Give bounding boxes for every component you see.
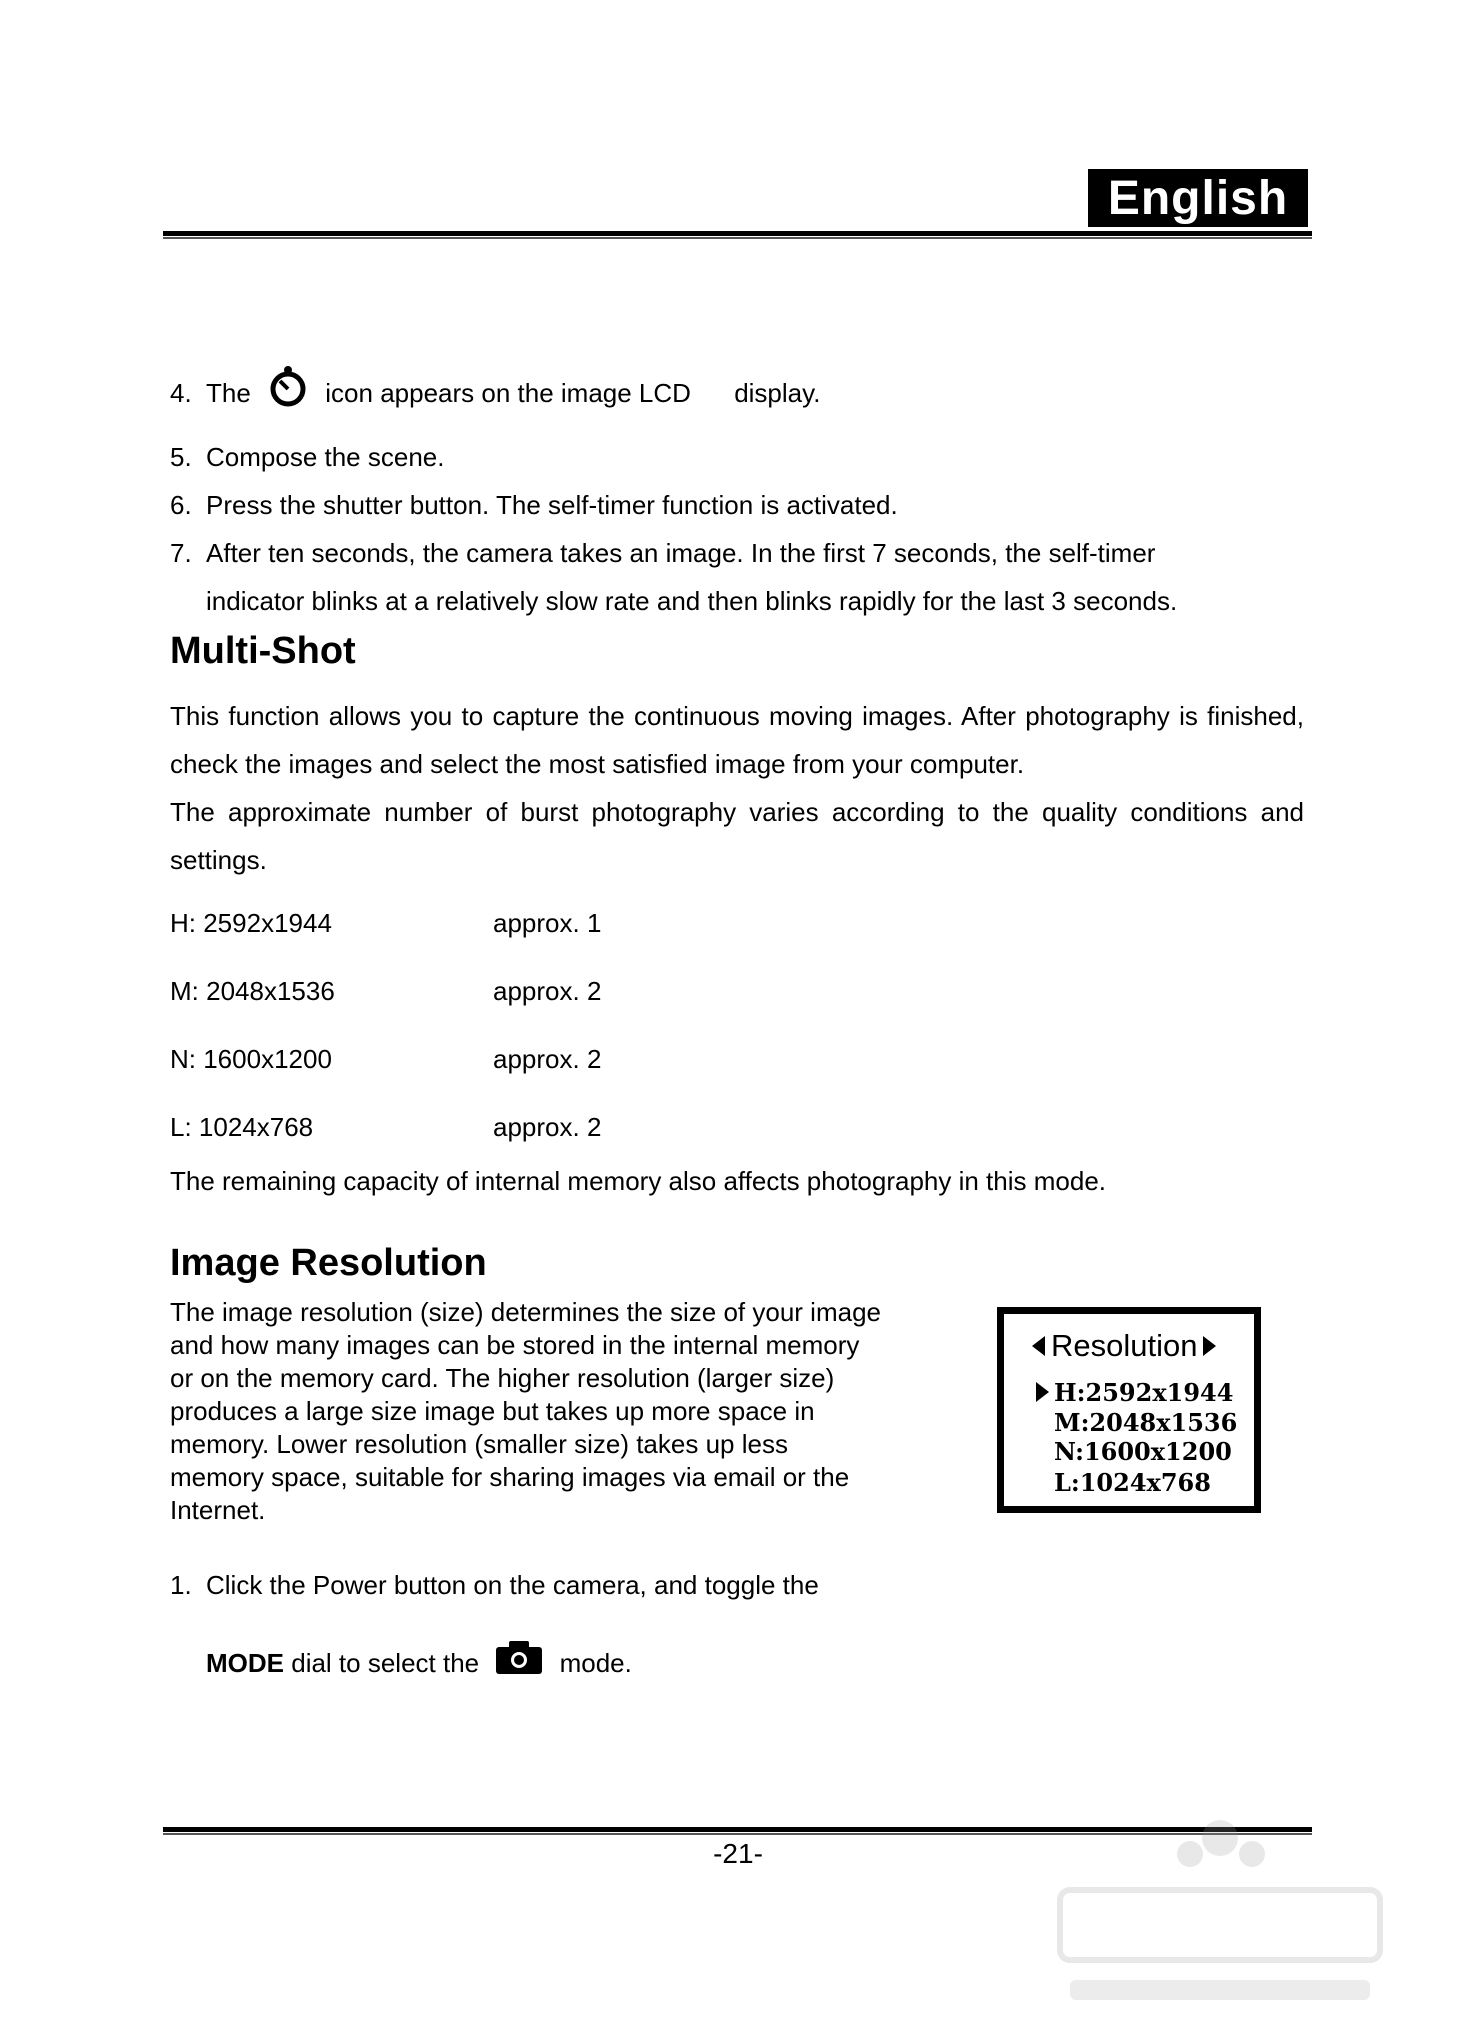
resolution-step-1-continued: MODE dial to select the mode. — [206, 1648, 632, 1678]
lcd-item-n: N:1600x1200 — [1054, 1437, 1232, 1466]
mode-label: MODE — [206, 1648, 284, 1678]
multishot-note: The remaining capacity of internal memory also affects photography in this mode. — [170, 1166, 1106, 1196]
multishot-para-2: The approximate number of burst photography varies according to the quality conditions and settings. — [170, 797, 1304, 875]
res-h-label: H: 2592x1944 — [170, 908, 332, 938]
multishot-description — [170, 692, 1304, 884]
step-6: 6. Press the shutter button. The self-timer function is activated. — [170, 490, 898, 520]
resolution-step-1: 1. Click the Power button on the camera, and toggle the — [170, 1570, 819, 1600]
multishot-para-1: This function allows you to capture the continuous moving images. After photography is finished, check the images and select the most satisfied image from your computer. — [170, 701, 1304, 779]
language-badge: English — [1088, 169, 1308, 227]
header-rule-shadow — [163, 237, 1312, 239]
self-timer-icon — [266, 365, 310, 409]
res-l-count: approx. 2 — [493, 1112, 602, 1142]
res-n-count: approx. 2 — [493, 1044, 602, 1074]
lcd-resolution-menu — [997, 1307, 1261, 1513]
lcd-item-h: H:2592x1944 — [1054, 1378, 1234, 1407]
res-h-count: approx. 1 — [493, 908, 602, 938]
res-m-count: approx. 2 — [493, 976, 602, 1006]
left-arrow-icon — [1032, 1336, 1045, 1356]
lcd-item-l: L:1024x768 — [1054, 1468, 1211, 1497]
baidu-watermark-logo — [1040, 1810, 1400, 2025]
res-n-label: N: 1600x1200 — [170, 1044, 332, 1074]
step-5: 5. Compose the scene. — [170, 442, 445, 472]
right-arrow-icon — [1203, 1336, 1216, 1356]
res-l-label: L: 1024x768 — [170, 1112, 314, 1142]
page-number: -21- — [713, 1838, 763, 1869]
camera-icon — [494, 1638, 544, 1676]
step-7-continued: indicator blinks at a relatively slow rate and then blinks rapidly for the last 3 seconds. — [206, 586, 1178, 616]
lcd-item-m: M:2048x1536 — [1054, 1408, 1238, 1437]
step-4: 4. The icon appears on the image LCD display. — [170, 378, 820, 409]
step-7: 7. After ten seconds, the camera takes an image. In the first 7 seconds, the self-timer — [170, 538, 1156, 568]
resolution-description: The image resolution (size) determines the size of your image and how many images can be stored in the internal memory or on the memory card. The higher resolution (larger size) produces a large size image but takes up more space in memory. Lower resolution (smaller size) takes up less memory space, suitable for sharing images via email or the Internet. — [170, 1297, 881, 1525]
res-m-label: M: 2048x1536 — [170, 976, 335, 1006]
multishot-heading: Multi-Shot — [170, 630, 356, 672]
lcd-menu-title: Resolution — [1032, 1328, 1216, 1364]
resolution-heading: Image Resolution — [170, 1242, 487, 1284]
selection-arrow-icon — [1036, 1382, 1049, 1402]
header-rule — [163, 231, 1312, 236]
step-number: 4. — [170, 378, 192, 408]
